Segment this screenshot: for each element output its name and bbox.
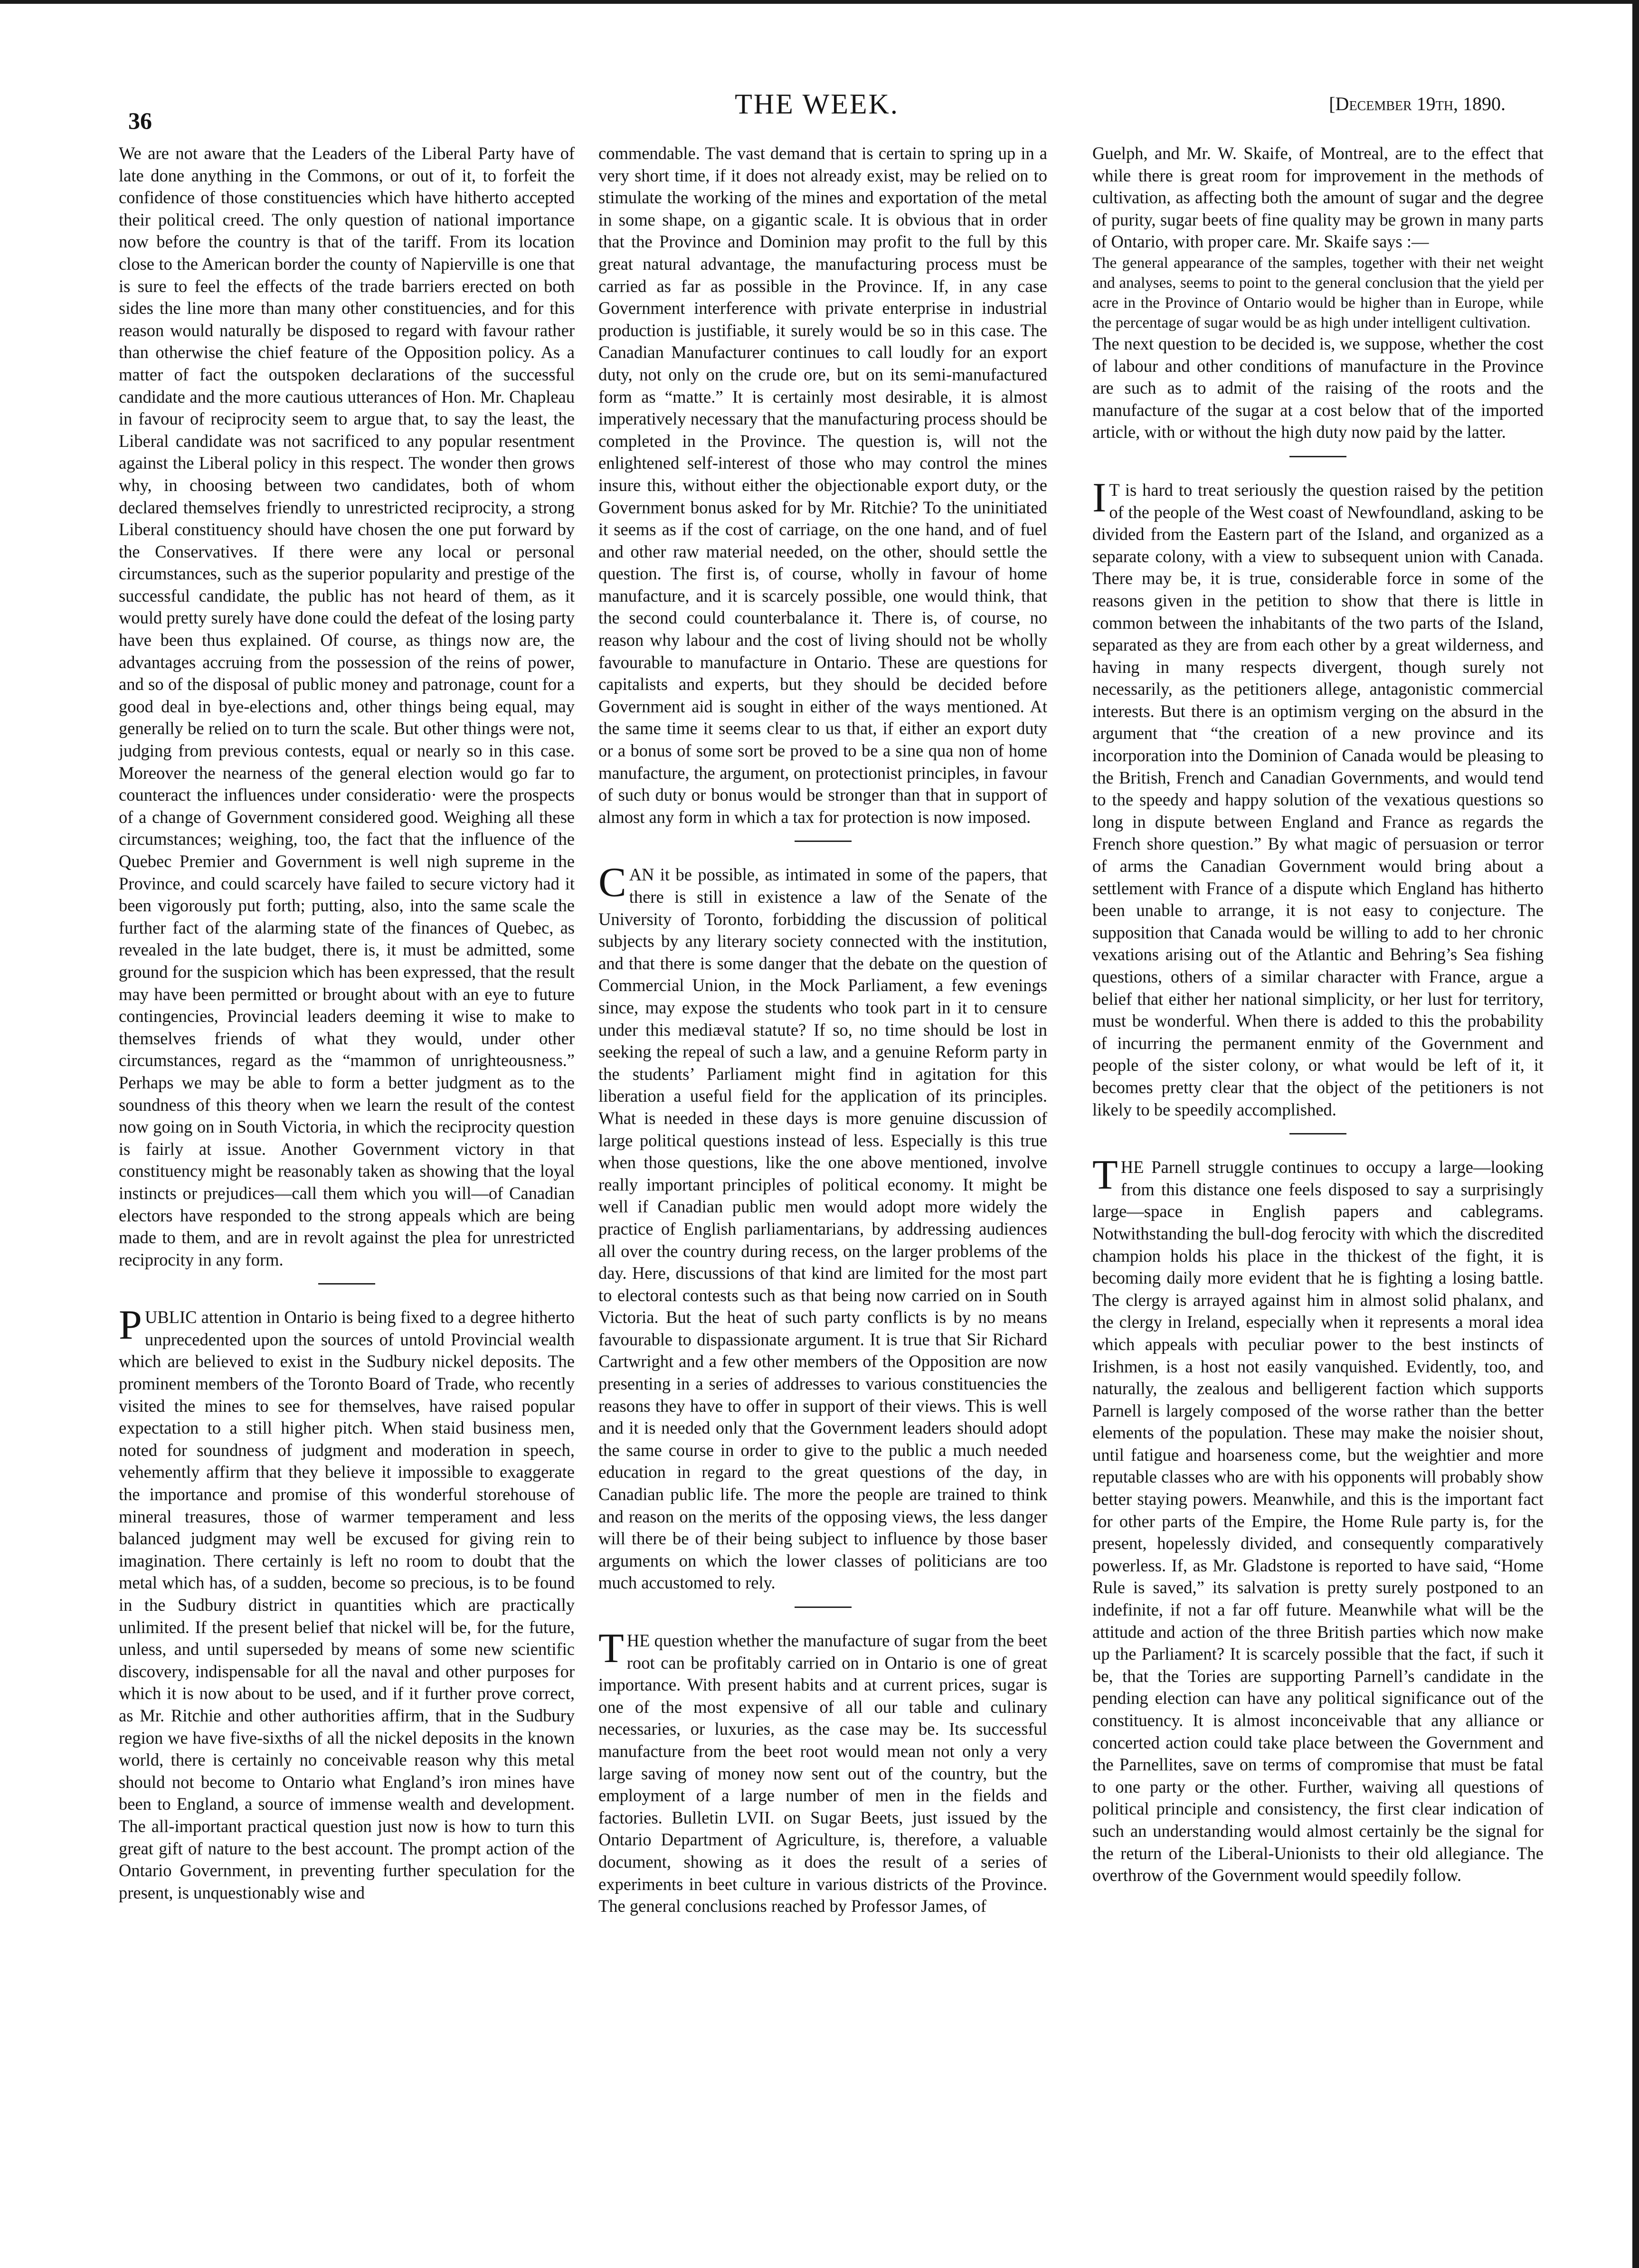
page-number: 36 (128, 107, 152, 134)
column-1 (119, 142, 575, 1904)
drop-cap: P (119, 1302, 142, 1349)
column-3 (1092, 142, 1544, 1887)
article-paragraph: The next question to be decided is, we suppose, whether the cost of labour and other conditions of manufacture in the Province are such as to admit of the raising of the roots and the manufacture of the sugar at a cost below that of the imported article, with or without the high duty now paid by the latter. (1092, 333, 1544, 442)
column-2 (598, 142, 1047, 1918)
drop-cap: I (1092, 474, 1107, 521)
article-paragraph: Guelph, and Mr. W. Skaife, of Montreal, are to the effect that while there is great room for improvement in the methods of cultivation, as affecting both the amount of sugar and the degree of purity, sugar beets of fine quality may be grown in many parts of Ontario, with proper care. Mr. Skaife says :— (1092, 143, 1544, 252)
issue-date: [December 19th, 1890. (1329, 93, 1506, 114)
drop-cap: T (598, 1625, 624, 1672)
article-paragraph: THE Parnell struggle continues to occupy a large—looking from this distance one feels disposed to say a surprisingly large—space in English papers and cablegrams. Notwithstanding the bull-dog ferocity with which the discredited champion holds his place in the thickest of the fight, it is becoming daily more evident that he is fighting a losing battle. The clergy is arrayed against him in almost solid phalanx, and the clergy in Ireland, especially when it represents a moral idea which appeals with peculiar power to the best instincts of Irishmen, is a host not easily vanquished. Evidently, too, and naturally, the zealous and belligerent faction which supports Parnell is largely composed of the worse rather than the better elements of the population. These may make the noisier shout, until fatigue and hoarseness come, but the weightier and more reputable classes who are with his opponents will probably show better staying powers. Meanwhile, and this is the important fact for other parts of the Empire, the Home Rule party is, for the present, hopelessly divided, and consequently comparatively powerless. If, as Mr. Gladstone is reported to have said, “Home Rule is saved,” its salvation is pretty surely postponed to an indefinite, if not a far off future. Meanwhile what will be the attitude and action of the three British parties which now make up the Parliament? It is scarcely possible that the fact, if such it be, that the Tories are supporting Parnell’s candidate in the pending election can have any political significance out of the constituency. It is almost inconceivable that any alliance or concerted action could take place between the Government and the Parnellites, save on terms of compromise that must be fatal to one party or the other. Further, waiving all questions of political principle and consistency, the first clear indication of such an understanding would almost certainly be the signal for the return of the Liberal-Unionists to their old allegiance. The overthrow of the Government would speedily follow. (1092, 1152, 1544, 1885)
section-divider (1289, 1133, 1346, 1134)
section-divider (795, 841, 852, 842)
article-paragraph: I T is hard to treat seriously the question raised by the petition of the people of the West coast of Newfoundland, asking to be divided from the Eastern part of the Island, and organized as a separate colony, with a view to subsequent union with Canada. There may be, it is true, considerable force in some of the reasons given in the petition to show that there is little in common between the inhabitants of the two parts of the Island, separated as they are from each other by a great wilderness, and having in many respects divergent, though surely not necessarily, as the petitioners allege, antagonistic commercial interests. But there is an optimism verging on the absurd in the argument that “the creation of a new province and its incorporation into the Dominion of Canada would be pleasing to the British, French and Canadian Governments, and would tend to the speedy and happy solution of the vexatious questions so long in dispute between England and France as regards the French shore question.” By what magic of persuasion or terror of arms the Canadian Government would bring about a settlement with France of a dispute which England has hitherto been unable to arrange, it is not easy to conjecture. The supposition that Canada would be willing to add to her chronic vexations arising out of the Atlantic and Behring’s Sea fishing questions, others of a similar character with France, argue a belief that either her national simplicity, or her lust for territory, must be wonderful. When there is added to this the probability of incurring the permanent enmity of the Government and people of the sister colony, or what would be left of it, it becomes pretty clear that the object of the petitioners is not likely to be speedily accomplished. (1092, 474, 1544, 1119)
block-quote: The general appearance of the samples, together with their net weight and analyses, seems to point to the general conclusion that the yield per acre in the Province of Ontario would be higher than in Europe, while the percentage of sugar would be as high under intelligent cultivation. (1092, 254, 1544, 331)
drop-cap: C (598, 860, 626, 906)
article-paragraph: We are not aware that the Leaders of the Liberal Party have of late done anything in the Commons, or out of it, to forfeit the confidence of those constituencies which have hitherto accepted their political creed. The only question of national importance now before the country is that of the tariff. From its location close to the American border the county of Napierville is one that is sure to feel the effects of the trade barriers erected on both sides the line more than many other constituencies, and for this reason would naturally be disposed to regard with favour rather than otherwise the chief feature of the Opposition policy. As a matter of fact the outspoken declarations of the successful candidate and the more cautious utterances of Hon. Mr. Chapleau in favour of reciprocity seem to argue that, to say the least, the Liberal candidate was not sacrificed to any popular resentment against the Liberal policy in this respect. The wonder then grows why, in choosing between two candidates, both of whom declared themselves friendly to unrestricted reciprocity, a strong Liberal constituency should have chosen the one put forward by the Conservatives. If there were any local or personal circumstances, such as the superior popularity and prestige of the successful candidate, the public has not heard of them, as it would pretty surely have done could the defeat of the losing party have been thus explained. Of course, as things now are, the advantages accruing from the possession of the reins of power, and so of the disposal of public money and patronage, count for a good deal in bye-elections and, other things being equal, may generally be relied on to turn the scale. But other things were not, judging from previous contests, equal or nearly so in this case. Moreover the nearness of the general election would go far to counteract the influences under consideratio· were the prospects of a change of Government considered good. Weighing all these circumstances; weighing, too, the fact that the influence of the Quebec Premier and Government is well nigh supreme in the Province, and could scarcely have failed to secure victory had it been vigorously put forth; putting, also, into the same scale the further fact of the alarming state of the finances of Quebec, as revealed in the late budget, there is, it must be admitted, some ground for the suspicion which has been expressed, that the result may have been permitted or brought about with an eye to future contingencies, Provincial leaders deeming it wise to make to themselves friends of what they would, under other circumstances, regard as the “mammon of unrighteousness.” Perhaps we may be able to form a better judgment as to the soundness of this theory when we learn the result of the contest now going on in South Victoria, in which the reciprocity question is fairly at issue. Another Government victory in that constituency might be reasonably taken as showing that the loyal instincts or prejudices—call them which you will—of Canadian electors have responded to the strong appeals which are being made to them, and are in revolt against the plea for unrestricted reciprocity in any form. (119, 143, 575, 1269)
article-paragraph: THE question whether the manufacture of sugar from the beet root can be profitably carried on in Ontario is one of great importance. With present habits and at current prices, sugar is one of the most expensive of all our table and culinary necessaries, or luxuries, as the case may be. Its successful manufacture from the beet root would mean not only a very large saving of money now sent out of the country, but the employment of a large number of men in the fields and factories. Bulletin LVII. on Sugar Beets, just issued by the Ontario Department of Agriculture, is, therefore, a valuable document, showing as it does the result of a series of experiments in beet culture in various districts of the Province. The general conclusions reached by Professor James, of (598, 1625, 1047, 1916)
masthead-title: THE WEEK. (735, 88, 899, 120)
article-paragraph: commendable. The vast demand that is certain to spring up in a very short time, if it does not already exist, may be relied on to stimulate the working of the mines and exportation of the metal in some shape, on a gigantic scale. It is obvious that in order that the Province and Dominion may profit to the full by this great natural advantage, the manufacturing process must be carried as far as possible in the Province. If, in any case Government interference with private enterprise in industrial production is justifiable, it surely would be so in this case. The Canadian Manufacturer continues to call loudly for an export duty, not only on the crude ore, but on its semi-manufactured form as “matte.” It is certainly most desirable, it is almost imperatively necessary that the manufacturing process should be completed in the Province. The question is, will not the enlightened self-interest of those who may control the mines insure this, without either the objectionable export duty, or the Government bonus asked for by Mr. Ritchie? To the uninitiated it seems as if the cost of carriage, on the one hand, and of fuel and other raw material needed, on the other, should settle the question. The first is, of course, wholly in favour of home manufacture, and it is scarcely possible, one would think, that the second could counterbalance it. There is, of course, no reason why labour and the cost of living should not be wholly favourable to manufacture in Ontario. These are questions for capitalists and experts, but they should be decided before Government aid is sought in either of the ways mentioned. At the same time it seems clear to us that, if either an export duty or a bonus of some sort be proved to be a sine qua non of home manufacture, the argument, on protectionist principles, in favour of such duty or bonus would be stronger than that in support of almost any form in which a tax for protection is now imposed. (598, 143, 1047, 827)
section-divider (795, 1606, 852, 1608)
page-edge-top (0, 0, 1639, 4)
page-edge-right (1632, 0, 1639, 2268)
article-paragraph: CAN it be possible, as intimated in some of the papers, that there is still in existence a law of the Senate of the University of Toronto, forbidding the discussion of political subjects by any literary society connected with the institution, and that there is some danger that the debate on the question of Commercial Union, in the Mock Parliament, a few evenings since, may expose the students who took part in it to censure under this mediæval statute? If so, no time should be lost in seeking the repeal of such a law, and a genuine Reform party in the students’ Parliament might find in agitation for this liberation a useful field for the application of its principles. What is needed in these days is more genuine discussion of large political questions instead of less. Especially is this true when those questions, like the one above mentioned, involve really important principles of political economy. It might be well if Canadian public men would adopt more widely the practice of English parliamentarians, by addressing audiences all over the country during recess, on the larger problems of the day. Here, discussions of that kind are limited for the most part to electoral contests such as that being now carried on in South Victoria. But the heat of such party conflicts is by no means favourable to dispassionate argument. It is true that Sir Richard Cartwright and a few other members of the Opposition are now presenting in a series of addresses to various constituencies the reasons they have to offer in support of their views. This is well and it is needed only that the Government leaders should adopt the same course in order to give to the public a much needed education in regard to the great questions of the day, in Canadian public life. The more the people are trained to think and reason on the merits of the opposing views, the less danger will there be of their being subject to influence by those baser arguments on which the lower classes of politicians are too much accustomed to rely. (598, 860, 1047, 1593)
section-divider (1289, 456, 1346, 457)
section-divider (318, 1283, 375, 1285)
page-header (128, 78, 1506, 134)
article-paragraph: PUBLIC attention in Ontario is being fixed to a degree hitherto unprecedented upon the sources of untold Provincial wealth which are believed to exist in the Sudbury nickel deposits. The prominent members of the Toronto Board of Trade, who recently visited the mines to see for themselves, have raised popular expectation to a still higher pitch. When staid business men, noted for soundness of judgment and moderation in speech, vehemently affirm that they believe it impossible to exaggerate the importance and promise of this wonderful storehouse of mineral treasures, those of warmer temperament and less balanced judgment may well be excused for giving rein to imagination. There certainly is left no room to doubt that the metal which has, of a sudden, become so precious, is to be found in the Sudbury district in quantities which are practically unlimited. If the present belief that nickel will be, for the future, unless, and until superseded by means of some new scientific discovery, indispensable for all the naval and other purposes for which it is now about to be used, and if it further prove correct, as Mr. Ritchie and other authorities affirm, that in the Sudbury region we have five-sixths of all the nickel deposits in the known world, there is certainly no conceivable reason why this metal should not become to Ontario what England’s iron mines have been to England, a source of immense wealth and development. The all-important practical question just now is how to turn this great gift of nature to the best account. The prompt action of the Ontario Government, in preventing further speculation for the present, is unquestionably wise and (119, 1302, 575, 1902)
drop-cap: T (1092, 1152, 1118, 1199)
